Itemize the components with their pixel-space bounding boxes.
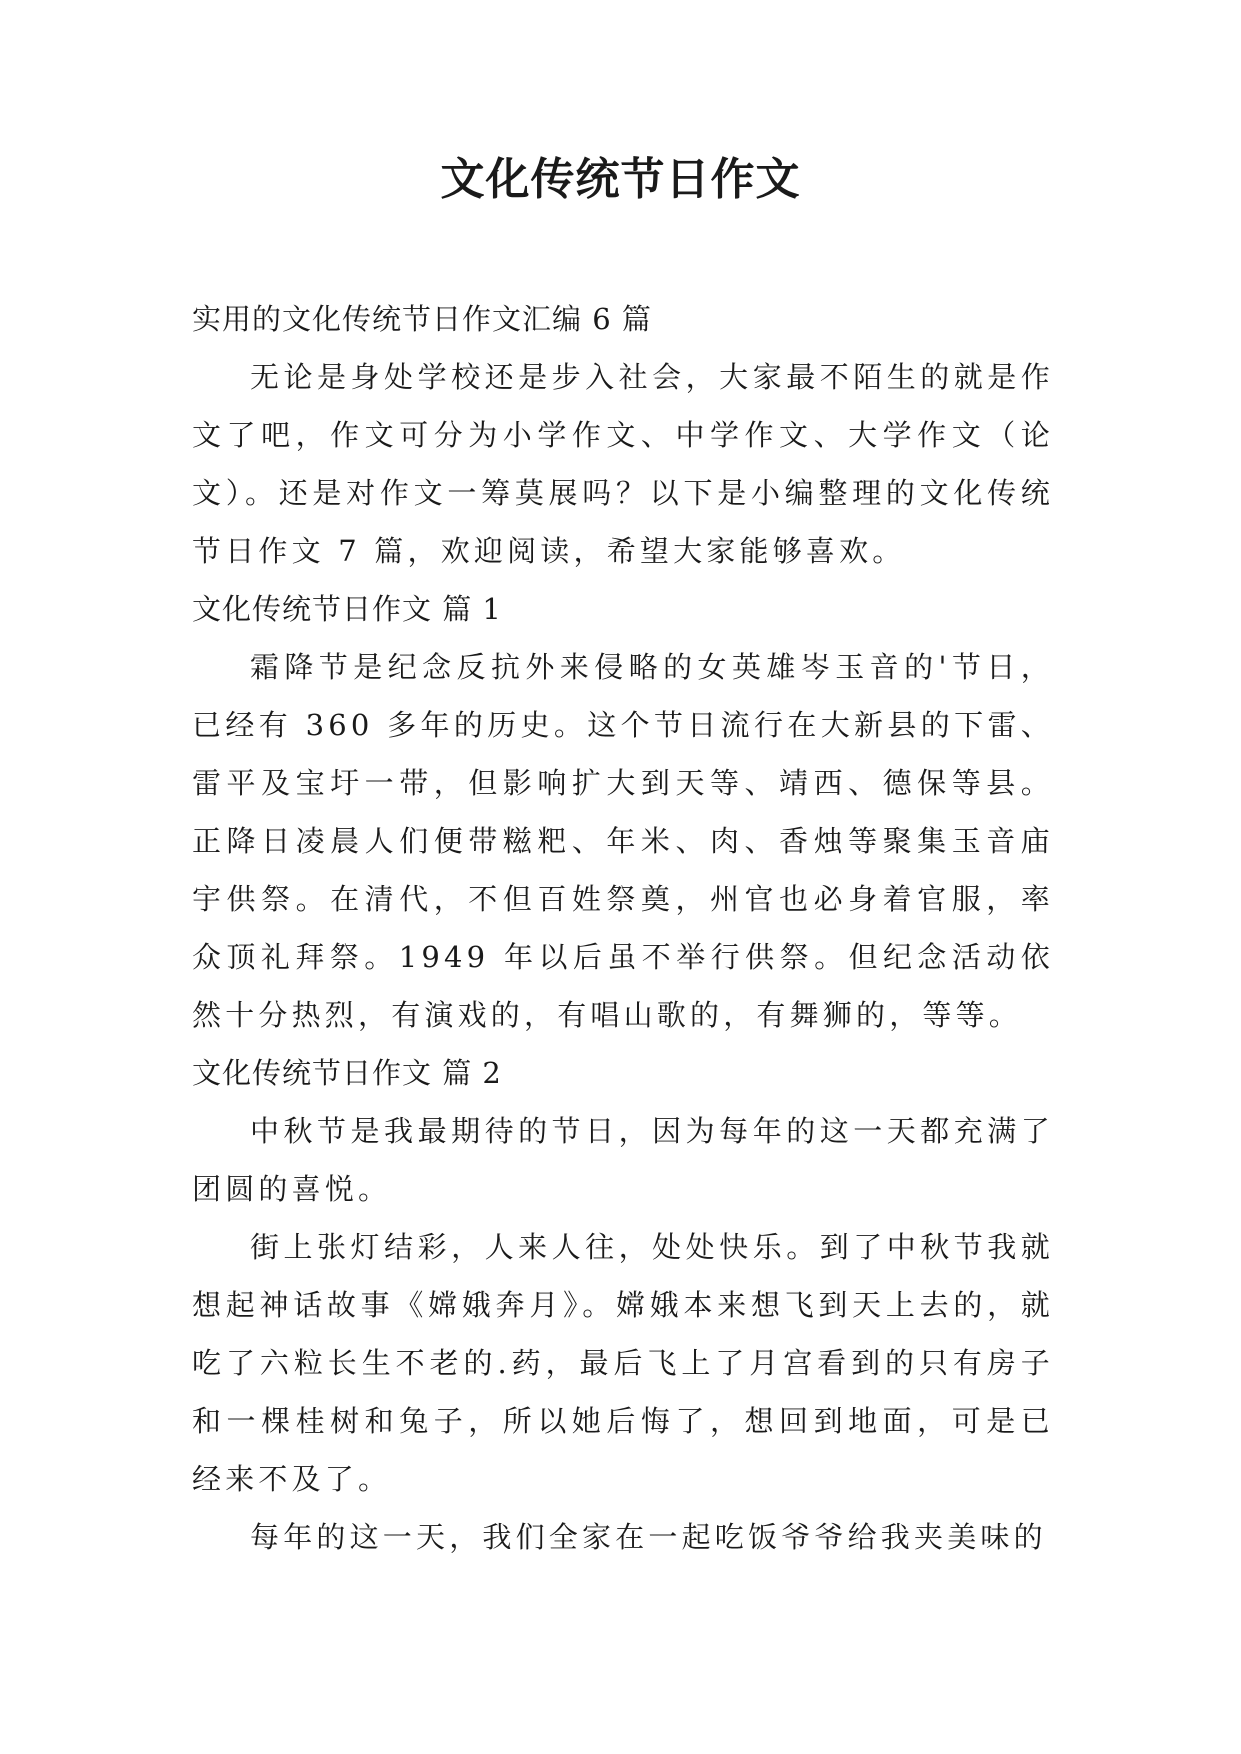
document-subtitle: 实用的文化传统节日作文汇编 6 篇 <box>192 302 652 336</box>
section-2-paragraph-2: 街上张灯结彩，人来人往，处处快乐。到了中秋节我就想起神话故事《嫦娥奔月》。嫦娥本来想飞到天上去的，就吃了六粒长生不老的.药，最后飞上了月宫看到的只有房子和一棵桂树和兔子，所以她后悔了，想回到地面，可是已经来不及了。 <box>192 1230 1054 1496</box>
section-1-heading: 文化传统节日作文 篇 1 <box>192 592 502 626</box>
section-2-paragraph-1: 中秋节是我最期待的节日，因为每年的这一天都充满了团圆的喜悦。 <box>192 1114 1054 1206</box>
intro-paragraph: 无论是身处学校还是步入社会，大家最不陌生的就是作文了吧，作文可分为小学作文、中学作文、大学作文（论文）。还是对作文一筹莫展吗？以下是小编整理的文化传统节日作文 7 篇，欢迎阅读，希望大家能够喜欢。 <box>192 360 1054 568</box>
section-2-paragraph-3: 每年的这一天，我们全家在一起吃饭爷爷给我夹美味的 <box>250 1520 1047 1554</box>
document-title: 文化传统节日作文 <box>440 154 801 205</box>
section-1-paragraph-1: 霜降节是纪念反抗外来侵略的女英雄岑玉音的'节日，已经有 360 多年的历史。这个节日流行在大新县的下雷、雷平及宝圩一带，但影响扩大到天等、靖西、德保等县。正降日凌晨人们便带糍粑、年米、肉、香烛等聚集玉音庙宇供祭。在清代，不但百姓祭奠，州官也必身着官服，率众顶礼拜祭。1949 年以后虽不举行供祭。但纪念活动依然十分热烈，有演戏的，有唱山歌的，有舞狮的，等等。 <box>192 650 1054 1032</box>
document-body <box>192 290 1054 1566</box>
section-2-heading: 文化传统节日作文 篇 2 <box>192 1056 502 1090</box>
